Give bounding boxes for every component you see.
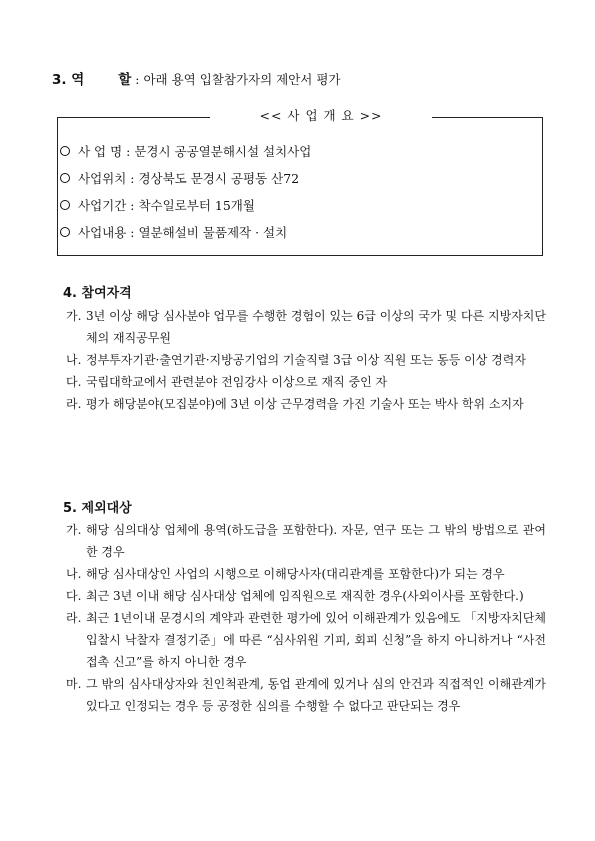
section-3-number: 3. 역 <box>52 72 85 88</box>
list-item-text: 해당 심의대상 업체에 용역(하도급을 포함한다). 자문, 연구 또는 그 밖의 방법으로 관여한 경우 <box>86 523 546 559</box>
list-item <box>66 563 546 585</box>
list-item-text: 해당 심사대상인 사업의 시행으로 이해당사자(대리관계를 포함한다)가 되는 경우 <box>86 567 505 581</box>
section-5-list <box>66 519 546 717</box>
list-item-marker: 가. <box>66 309 82 323</box>
list-item <box>66 305 546 349</box>
list-item-marker: 라. <box>66 611 82 625</box>
circle-bullet-icon <box>60 146 70 156</box>
list-item <box>66 393 546 415</box>
overview-item <box>60 169 311 196</box>
list-item-text: 그 밖의 심사대상자와 친인척관계, 동업 관계에 있거나 심의 안건과 직접적인 이해관계가 있다고 인정되는 경우 등 공정한 심의를 수행할 수 없다고 판단되는 경우 <box>86 677 546 713</box>
list-item <box>66 519 546 563</box>
list-item-marker: 가. <box>66 523 82 537</box>
circle-bullet-icon <box>60 200 70 210</box>
circle-bullet-icon <box>60 227 70 237</box>
list-item-marker: 나. <box>66 353 82 367</box>
overview-item <box>60 142 311 169</box>
list-item <box>66 607 546 673</box>
list-item-text: 국립대학교에서 관련분야 전임강사 이상으로 재직 중인 자 <box>86 375 388 389</box>
list-item-marker: 마. <box>66 677 82 691</box>
list-item-text: 정부투자기관·출연기관·지방공기업의 기술직렬 3급 이상 직원 또는 동등 이상 경력자 <box>86 353 526 367</box>
list-item-marker: 다. <box>66 589 82 603</box>
section-3-description: : 아래 용역 입찰참가자의 제안서 평가 <box>131 72 341 87</box>
list-item-marker: 다. <box>66 375 82 389</box>
overview-item-text: 사업기간 : 착수일로부터 15개월 <box>78 198 255 213</box>
section-3-heading-tail: 할 <box>118 72 132 88</box>
list-item <box>66 585 546 607</box>
list-item-text: 3년 이상 해당 심사분야 업무를 수행한 경험이 있는 6급 이상의 국가 및 다른 지방자치단체의 재직공무원 <box>86 309 546 345</box>
list-item <box>66 673 546 717</box>
list-item <box>66 349 546 371</box>
list-item <box>66 371 546 393</box>
list-item-text: 평가 해당분야(모집분야)에 3년 이상 근무경력을 가진 기술사 또는 박사 학위 소지자 <box>86 397 524 411</box>
list-item-text: 최근 3년 이내 해당 심사대상 업체에 임직원으로 재직한 경우(사외이사를 포함한다.) <box>86 589 524 603</box>
list-item-marker: 나. <box>66 567 82 581</box>
overview-title: << 사 업 개 요 >> <box>259 108 383 123</box>
overview-list <box>60 142 311 250</box>
section-3-heading <box>52 68 341 88</box>
section-5-heading: 5. 제외대상 <box>63 501 132 516</box>
overview-item-text: 사업위치 : 경상북도 문경시 공평동 산72 <box>78 171 300 186</box>
overview-item <box>60 196 311 223</box>
list-item-text: 최근 1년이내 문경시의 계약과 관련한 평가에 있어 이해관계가 있음에도 「지방자치단체 입찰시 낙찰자 결정기준」에 따른 “심사위원 기피, 회피 신청”을 하지 아니하거나 “사전접촉 신고”를 하지 아니한 경우 <box>86 611 546 669</box>
overview-item-text: 사 업 명 : 문경시 공공열분해시설 설치사업 <box>78 144 312 159</box>
overview-item-text: 사업내용 : 열분해설비 물품제작 · 설치 <box>78 225 288 240</box>
circle-bullet-icon <box>60 173 70 183</box>
section-4-heading: 4. 참여자격 <box>63 286 132 301</box>
section-4-list <box>66 305 546 415</box>
overview-item <box>60 223 311 250</box>
list-item-marker: 라. <box>66 397 82 411</box>
